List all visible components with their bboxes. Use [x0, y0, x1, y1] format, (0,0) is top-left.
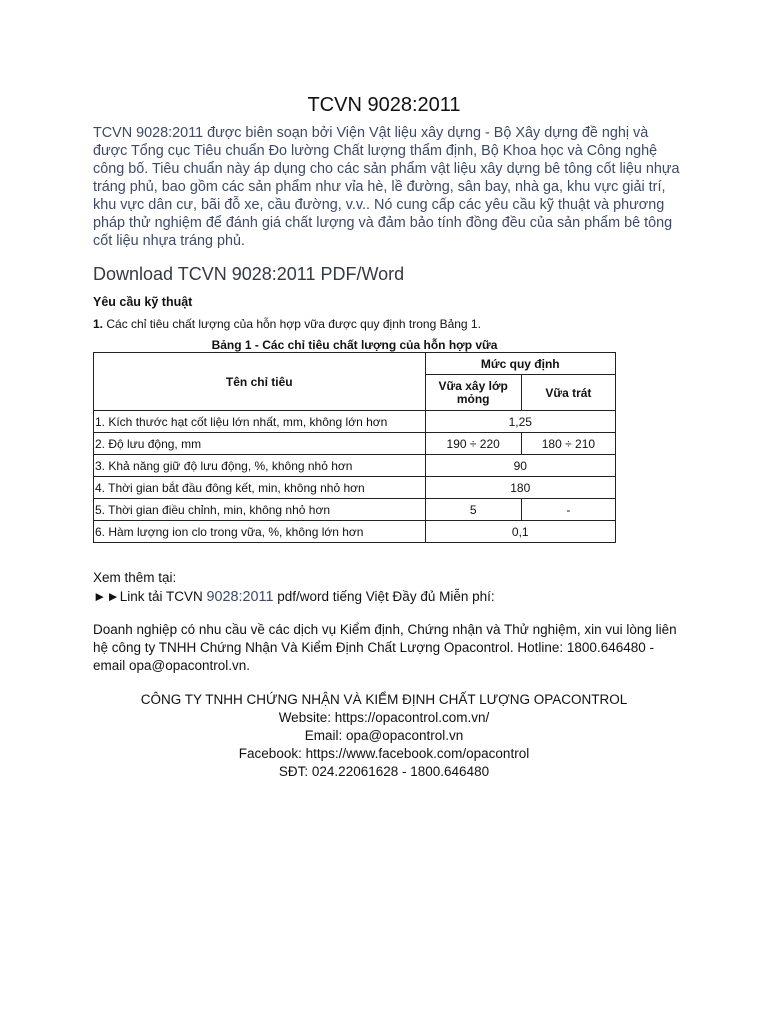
table-row [94, 411, 616, 433]
row-name: 1. Kích thước hạt cốt liệu lớn nhất, mm, không lớn hơn [94, 411, 426, 433]
document-title: TCVN 9028:2011 [307, 94, 461, 116]
company-email[interactable]: Email: opa@opacontrol.vn [304, 728, 464, 743]
see-more-label: Xem thêm tại: [93, 570, 177, 585]
company-info [0, 691, 768, 781]
link-code[interactable]: 9028:2011 [206, 589, 274, 605]
download-link[interactable] [93, 587, 495, 607]
table-caption: Bảng 1 - Các chỉ tiêu chất lượng của hỗn hợp vữa [211, 338, 498, 352]
requirement-number: 1. [93, 317, 104, 331]
table-header-row [94, 353, 616, 375]
row-name: 4. Thời gian bắt đầu đông kết, min, không nhỏ hơn [94, 477, 426, 499]
table-row [94, 455, 616, 477]
download-heading[interactable]: Download TCVN 9028:2011 PDF/Word [93, 264, 405, 284]
row-value: 1,25 [425, 411, 615, 433]
requirements-heading: Yêu cầu kỹ thuật [93, 295, 193, 309]
header-col-plaster: Vữa trát [521, 375, 615, 411]
row-value: 0,1 [425, 521, 615, 543]
link-suffix: pdf/word tiếng Việt Đầy đủ Miễn phí: [273, 589, 495, 604]
row-name: 3. Khả năng giữ độ lưu động, %, không nhỏ hơn [94, 455, 426, 477]
company-website[interactable]: Website: https://opacontrol.com.vn/ [278, 710, 490, 725]
table-row [94, 499, 616, 521]
row-value-thin-mortar: 5 [425, 499, 521, 521]
row-name: 5. Thời gian điều chỉnh, min, không nhỏ hơn [94, 499, 426, 521]
row-name: 2. Độ lưu động, mm [94, 433, 426, 455]
header-name: Tên chỉ tiêu [94, 353, 426, 411]
link-prefix: Link tải TCVN [119, 589, 207, 604]
company-phone: SĐT: 024.22061628 - 1800.646480 [278, 764, 490, 779]
company-name: CÔNG TY TNHH CHỨNG NHẬN VÀ KIỂM ĐỊNH CHẤT LƯỢNG OPACONTROL [140, 692, 628, 707]
row-value: 90 [425, 455, 615, 477]
header-group: Mức quy định [425, 353, 615, 375]
row-value-plaster: - [521, 499, 615, 521]
table-row [94, 477, 616, 499]
row-value-thin-mortar: 190 ÷ 220 [425, 433, 521, 455]
requirement-text: Các chỉ tiêu chất lượng của hỗn hợp vữa được quy định trong Bảng 1. [103, 317, 481, 331]
arrows-icon: ►► [93, 589, 120, 604]
row-name: 6. Hàm lượng ion clo trong vữa, %, không lớn hơn [94, 521, 426, 543]
requirement-item [93, 317, 481, 331]
row-value: 180 [425, 477, 615, 499]
row-value-plaster: 180 ÷ 210 [521, 433, 615, 455]
header-col-thin-mortar: Vữa xây lớp mỏng [425, 375, 521, 411]
company-facebook[interactable]: Facebook: https://www.facebook.com/opacontrol [238, 746, 530, 761]
intro-paragraph: TCVN 9028:2011 được biên soạn bởi Viện Vật liệu xây dựng - Bộ Xây dựng đề nghị và được Tổng cục Tiêu chuẩn Đo lường Chất lượng thẩm định, Bộ Khoa học và Công nghệ công bố. Tiêu chuẩn này áp dụng cho các sản phẩm vật liệu xây dựng bê tông cốt liệu nhựa tráng phủ, bao gồm các sản phẩm như vỉa hè, lề đường, sân bay, nhà ga, khu vực giải trí, khu vực dân cư, bãi đỗ xe, cầu đường, v.v.. Nó cung cấp các yêu cầu kỹ thuật và phương pháp thử nghiệm để đánh giá chất lượng và đảm bảo tính đồng đều của sản phẩm bê tông cốt liệu nhựa tráng phủ. [93, 125, 680, 249]
contact-paragraph: Doanh nghiệp có nhu cầu về các dịch vụ Kiểm định, Chứng nhận và Thử nghiệm, xin vui lòng liên hệ công ty TNHH Chứng Nhận Và Kiểm Định Chất Lượng Opacontrol. Hotline: 1800.646480 - email opa@opacontrol.vn. [93, 622, 677, 673]
table-row [94, 433, 616, 455]
table-row [94, 521, 616, 543]
see-more-block [93, 568, 495, 607]
quality-spec-table [93, 352, 616, 543]
